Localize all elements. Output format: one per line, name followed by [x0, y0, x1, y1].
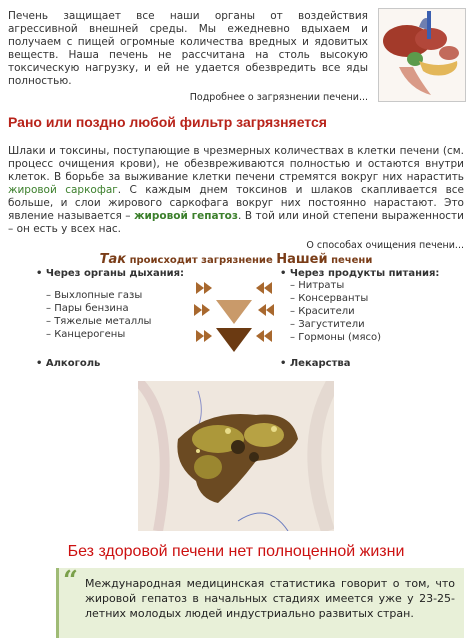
liver-cleansing-link[interactable]: О способах очищения печени...	[306, 240, 464, 251]
breathing-sources	[36, 268, 186, 341]
slogan-text: Без здоровой печени нет полноценной жизни	[67, 543, 405, 560]
funnel-arrows	[190, 278, 278, 360]
quote-mark-icon: “	[63, 566, 78, 596]
list-item: – Нитраты	[290, 279, 450, 292]
medicines-label: • Лекарства	[280, 358, 351, 369]
food-header: • Через продукты питания:	[280, 268, 440, 279]
list-item: – Канцерогены	[46, 328, 186, 341]
liver-pollution-link[interactable]: Подробнее о загрязнении печени...	[189, 92, 368, 103]
intro-block	[8, 10, 368, 103]
statistics-quote	[56, 568, 464, 638]
title-word-so: Так	[99, 252, 127, 267]
infographic-title	[0, 252, 472, 267]
paragraph-text-part: Шлаки и токсины, поступающие в чрезмерных количествах в клетки печени (см. процесс очищения крови), не обезвреживаются полностью и остаются внутри клеток. В борьбе за выживание клетки печени стремятся вокруг них нарастить	[8, 145, 464, 183]
title-word-our: Нашей	[276, 252, 328, 267]
paragraph-text-part: . В той или иной степени выраженности – он есть у всех нас.	[8, 210, 464, 235]
breathing-header: • Через органы дыхания:	[36, 268, 185, 279]
section-heading: Рано или поздно любой фильтр загрязняется	[8, 114, 327, 130]
fatty-hepatosis-term: жировой гепатоз	[134, 210, 238, 222]
title-word-mid: происходит загрязнение	[126, 255, 277, 266]
fatty-liver-photo	[138, 381, 334, 531]
breathing-list	[36, 289, 186, 341]
list-item: – Пары бензина	[46, 302, 186, 315]
list-item: – Тяжелые металлы	[46, 315, 186, 328]
quote-text: Международная медицинская статистика говорит о том, что жировой гепатоз в начальных стадиях имеется уже у 23-25-летних молодых людей индустриально развитых стран.	[85, 577, 455, 620]
liver-anatomy-image	[378, 8, 466, 102]
alcohol-label: • Алкоголь	[36, 358, 101, 369]
section-paragraph	[8, 145, 464, 236]
food-sources	[280, 268, 450, 344]
list-item: – Загустители	[290, 318, 450, 331]
list-item: – Красители	[290, 305, 450, 318]
list-item: – Консерванты	[290, 292, 450, 305]
list-item: – Выхлопные газы	[46, 289, 186, 302]
title-word-end: печени	[327, 255, 373, 266]
paragraph-text-part: . С каждым днем токсинов и шлаков скапливается все больше, и слои жирового саркофага вокруг них постоянно нарастают. Это явление называется –	[8, 184, 464, 222]
section-body	[8, 145, 464, 251]
list-item: – Гормоны (мясо)	[290, 331, 450, 344]
intro-text: Печень защищает все наши органы от воздействия агрессивной внешней среды. Мы ежедневно вдыхаем и получаем с пищей огромные количества вредных и ядовитых веществ. Наша печень не рассчитана на столь высокую токсическую нагрузку, и ей не удается обезвредить все яды полностью.	[8, 10, 368, 87]
fatty-sarcophagus-term: жировой саркофаг	[8, 184, 118, 196]
food-list	[280, 279, 450, 344]
